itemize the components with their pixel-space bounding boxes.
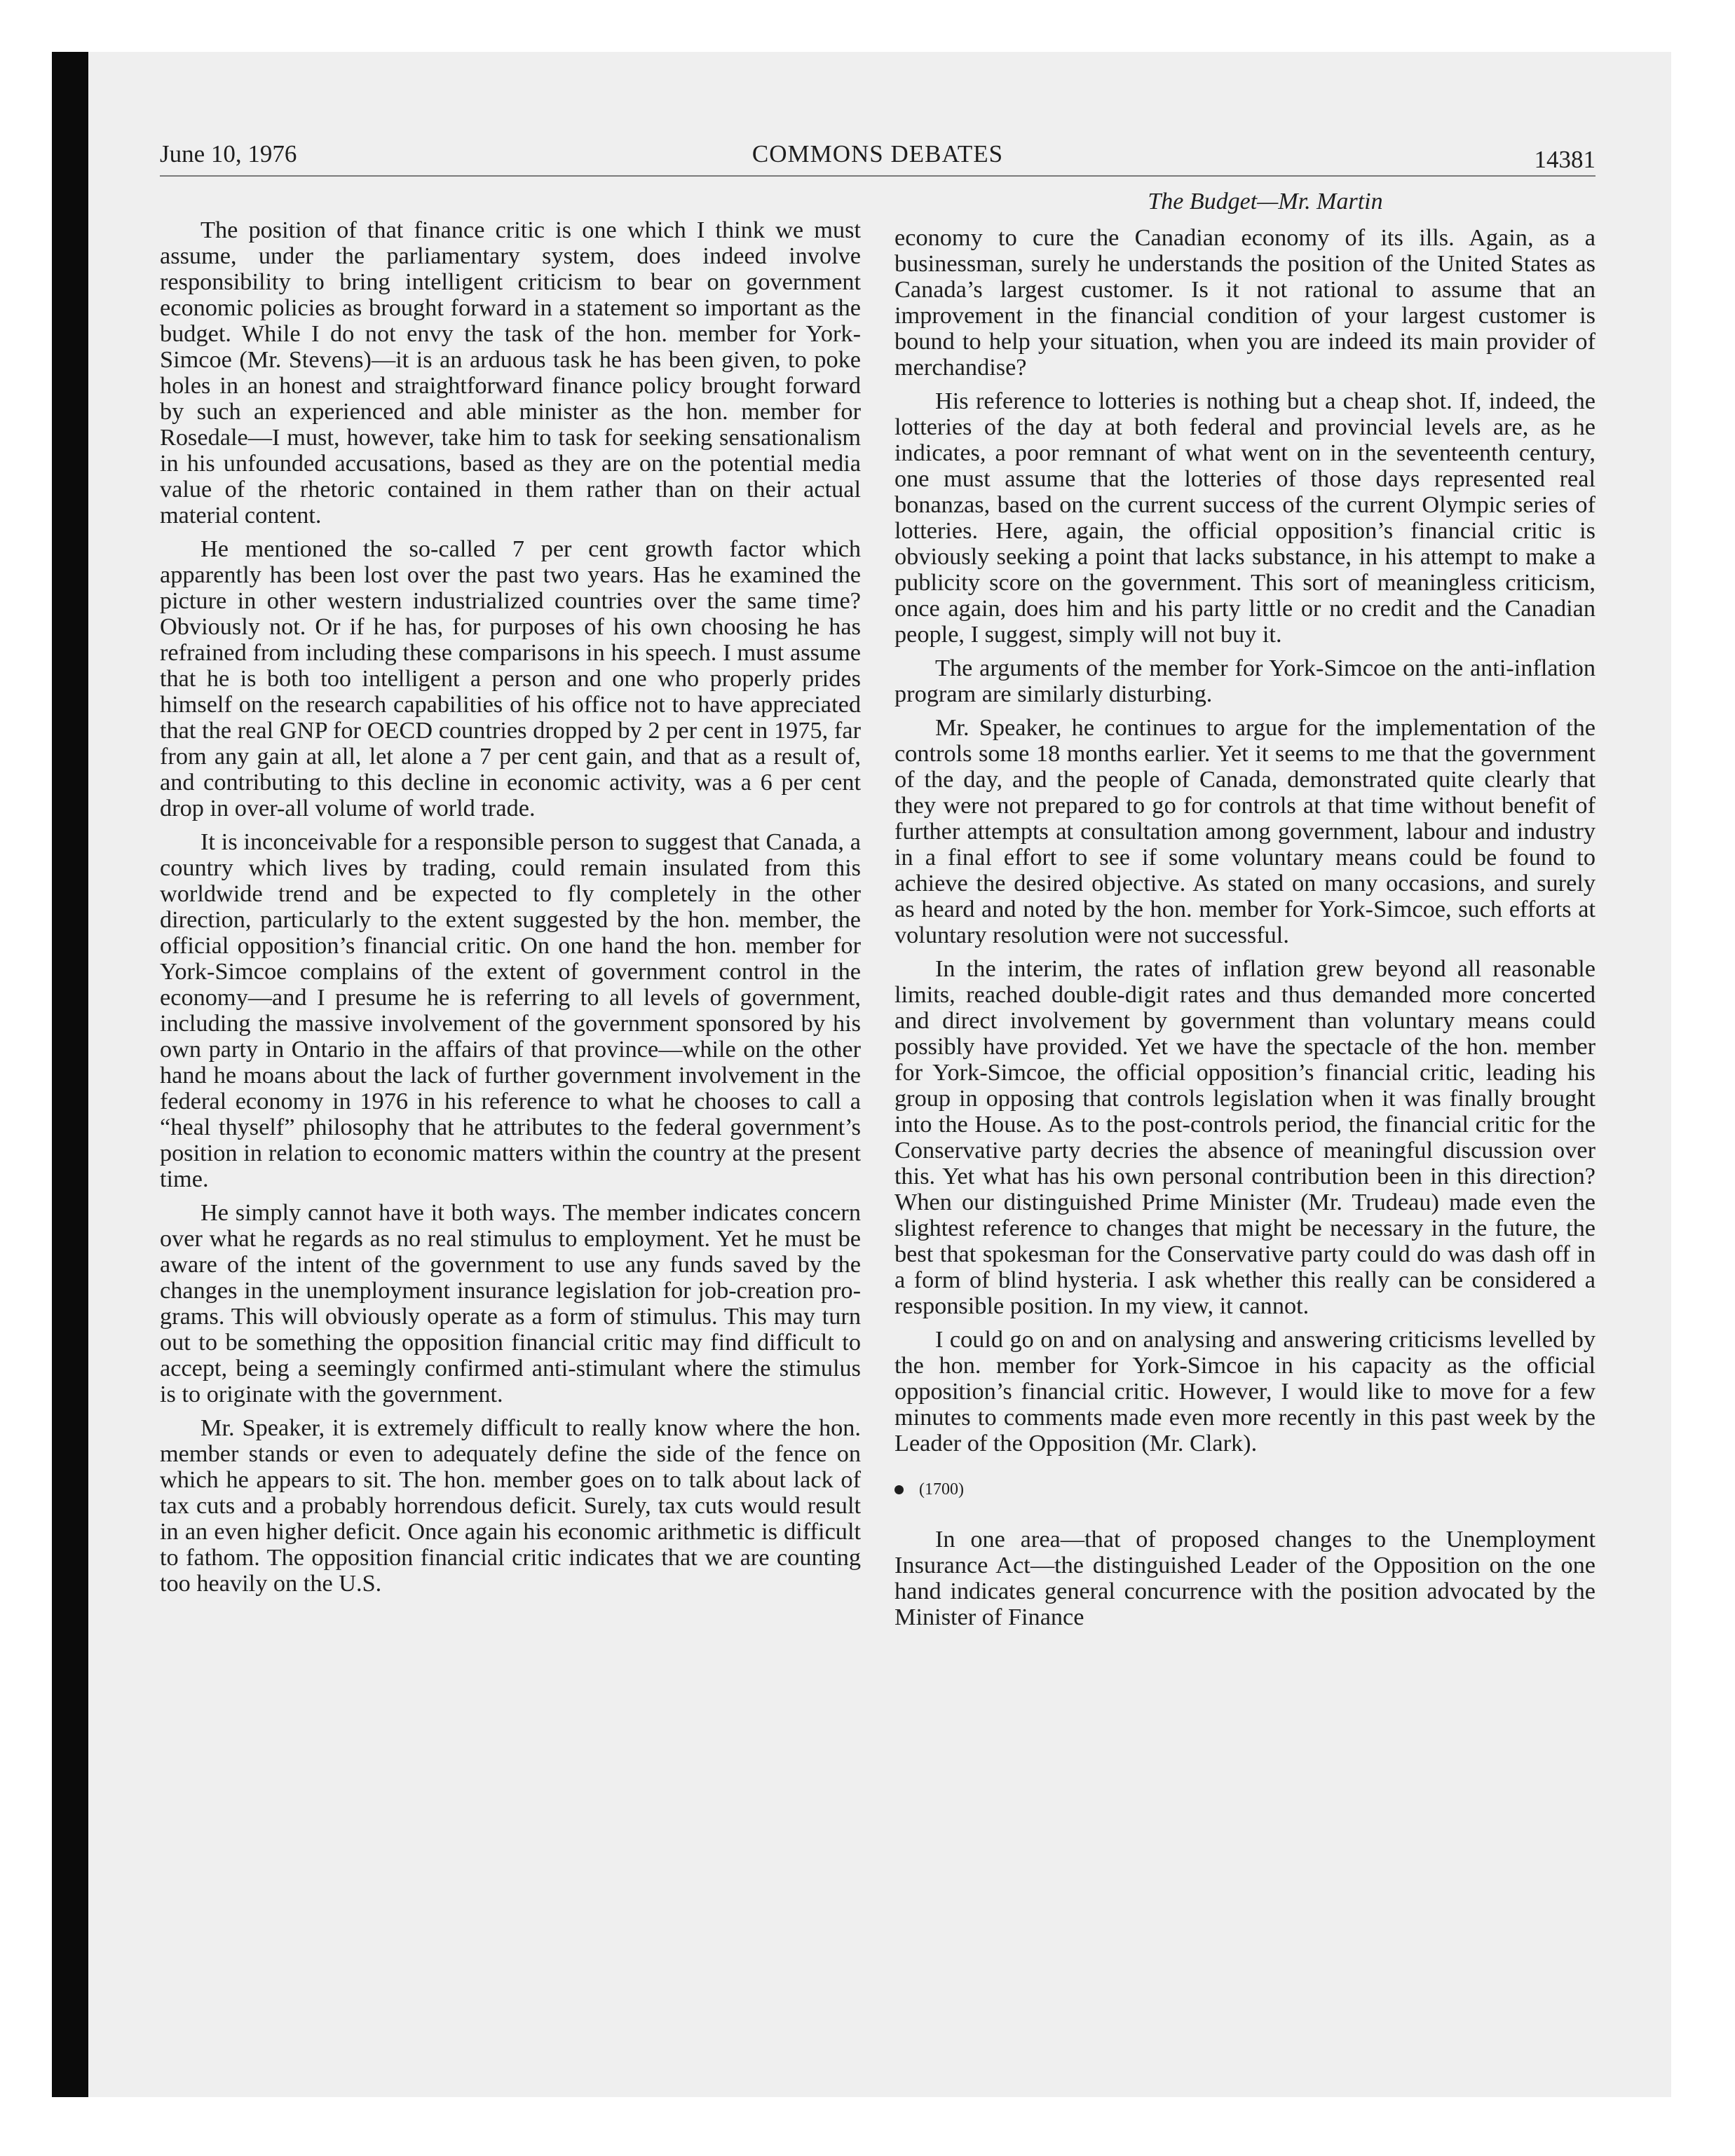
time-marker-text: (1700): [919, 1480, 964, 1499]
paragraph: The arguments of the member for York-Simcoe on the anti-inflation program are similarly disturbing.: [894, 655, 1595, 707]
bullet-icon: [894, 1485, 904, 1494]
paragraph: His reference to lotteries is nothing but a cheap shot. If, indeed, the lotteries of the day at both federal and provincial levels are, as he indicates, a poor remnant of what went on in the seventeenth century, one must assume that the lotteries of those days represented real bonanzas, based on the current success of the current Olympic series of lotteries. Here, again, the official opposition’s financial critic is obviously seeking a point that lacks substance, in his attempt to make a publicity score on the government. This sort of meaningless criticism, once again, does him and his party little or no credit and the Canadian people, I suggest, simply will not buy it.: [894, 388, 1595, 648]
paragraph: He mentioned the so-called 7 per cent growth factor which apparently has been lost over the past two years. Has he examined the picture in other western industrialized countries over the same time? Obviously not. Or if he has, for purposes of his own choosing he has refrained from including these comparisons in his speech. I must assume that he is both too intelligent a person and one who properly prides himself on the research capabilities of his office not to have appreciated that the real GNP for OECD countries dropped by 2 per cent in 1975, far from any gain at all, let alone a 7 per cent gain, and that as a result of, and contributing to this decline in economic activity, was a 6 per cent drop in over-all volume of world trade.: [160, 535, 861, 821]
header-date: June 10, 1976: [160, 140, 297, 168]
header-rule: [160, 175, 1595, 177]
paragraph: Mr. Speaker, he continues to argue for the implementation of the controls some 18 months earlier. Yet it seems to me that the government of the day, and the people of Canada, demonstrated quite clearly that they were not prepared to go for controls at that time without benefit of further attempts at consultation among government, labour and industry in a final effort to see if some voluntary means could be found to achieve the desired objective. As stated on many occasions, and surely as heard and noted by the hon. member for York-Simcoe, such efforts at voluntary resolution were not successful.: [894, 714, 1595, 948]
paragraph: Mr. Speaker, it is extremely difficult to really know where the hon. member stands or even to adequately define the side of the fence on which he appears to sit. The hon. member goes on to talk about lack of tax cuts and a probably horrendous deficit. Surely, tax cuts would result in an even higher deficit. Once again his economic arithmetic is difficult to fathom. The opposition financial critic indicates that we are counting too heavily on the U.S.: [160, 1414, 861, 1597]
right-column: [894, 186, 1595, 1638]
paragraph: I could go on and on analysing and answering criticisms levelled by the hon. member for York-Simcoe in his capacity as the official opposition’s financial critic. However, I would like to move for a few minutes to comments made even more recently in this past week by the Leader of the Opposition (Mr. Clark).: [894, 1326, 1595, 1456]
paragraph: The position of that finance critic is one which I think we must assume, under the parliamentary system, does indeed involve responsibility to bring intelligent criticism to bear on government economic policies as brought forward in a statement so important as the budget. While I do not envy the task of the hon. member for York-Simcoe (Mr. Stevens)—it is an arduous task he has been given, to poke holes in an honest and straightforward finance policy brought forward by such an experienced and able minister as the hon. member for Rosedale—I must, however, take him to task for seeking sensationalism in his unfounded accusations, based as they are on the potential media value of the rhetoric contained in them rather than on their actual material content.: [160, 217, 861, 528]
time-marker: [894, 1479, 1595, 1500]
page-header: [160, 140, 1595, 177]
paragraph: In the interim, the rates of inflation grew beyond all reasonable limits, reached double-digit rates and thus demanded more concerted and direct involvement by government than voluntary means could possibly have provided. Yet we have the spectacle of the hon. member for York-Simcoe, the official opposition’s financial critic, leading his group in opposing that controls legislation when it was finally brought into the House. As to the post-controls period, the financial critic for the Conservative party decries the absence of meaningful discussion over this. Yet what has his own personal contribution been in this direction? When our distinguished Prime Minister (Mr. Trudeau) made even the slightest reference to changes that might be necessary in the future, the best that spokesman for the Conservative party could do was dash off in a form of blind hysteria. I ask whether this really can be considered a responsible position. In my view, it cannot.: [894, 955, 1595, 1319]
paragraph-continuation: economy to cure the Canadian economy of its ills. Again, as a businessman, surely he understands the position of the United States as Canada’s largest customer. Is it not rational to assume that an improvement in the financial condition of your largest customer is bound to help your situation, when you are indeed its main provider of merchandise?: [894, 224, 1595, 381]
running-head: The Budget—Mr. Martin: [1148, 189, 1383, 214]
header-title: COMMONS DEBATES: [751, 140, 1004, 168]
hansard-page: [160, 140, 1595, 1630]
left-column: [160, 217, 861, 1604]
paragraph: In one area—that of proposed changes to the Unemployment Insurance Act—the distinguished Leader of the Opposition on the one hand indicates general concurrence with the position advocated by the Minister of Finance: [894, 1526, 1595, 1630]
paragraph: It is inconceivable for a responsible person to suggest that Canada, a country which lives by trading, could remain insulated from this worldwide trend and be expected to fly completely in the other direction, particularly to the extent suggested by the hon. member, the official opposition’s financial critic. On one hand the hon. member for York-Simcoe complains of the extent of government control in the economy—and I presume he is referring to all levels of government, including the massive involvement of the government sponsored by his own party in Ontario in the affairs of that province—while on the other hand he moans about the lack of further government involvement in the federal economy in 1976 in his reference to what he chooses to call a “heal thyself” philosophy that he attributes to the federal government’s position in relation to economic matters within the country at the present time.: [160, 828, 861, 1192]
paragraph: He simply cannot have it both ways. The member indicates concern over what he regards as no real stimulus to employment. Yet he must be aware of the intent of the government to use any funds saved by the changes in the unemployment insurance legislation for job-creation programs. This will obviously operate as a form of stimulus. This may turn out to be something the opposition financial critic may find difficult to accept, being a seemingly confirmed anti-stimulant where the stimulus is to originate with the government.: [160, 1199, 861, 1407]
header-page-number: 14381: [1534, 146, 1595, 173]
binding-shadow-strip: [52, 52, 88, 2097]
